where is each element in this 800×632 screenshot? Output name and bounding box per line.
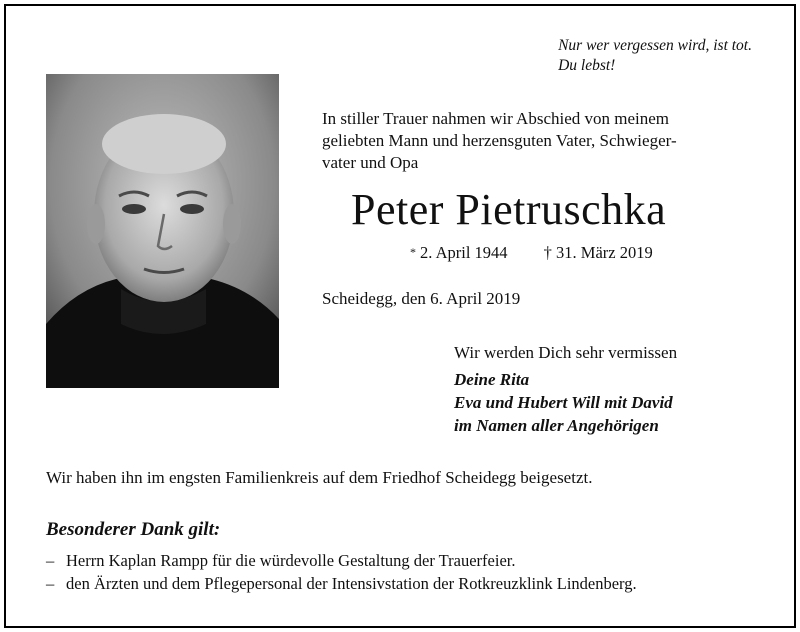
- birth-date: 2. April 1944: [420, 243, 508, 262]
- dash-bullet: –: [46, 551, 55, 570]
- thanks-item: [46, 572, 637, 595]
- portrait-image: [46, 74, 279, 388]
- portrait-photo: [46, 74, 279, 388]
- motto: [558, 36, 752, 76]
- mourner-name: im Namen aller Angehörigen: [454, 416, 659, 435]
- motto-line-1: Nur wer vergessen wird, ist tot.: [558, 37, 752, 54]
- burial-note: Wir haben ihn im engsten Familienkreis auf dem Friedhof Scheidegg beigesetzt.: [46, 468, 593, 487]
- mourners-intro: Wir werden Dich sehr vermissen: [454, 343, 678, 362]
- deceased-name: Peter Pietruschka: [351, 185, 667, 234]
- death-cross-icon: †: [543, 243, 552, 262]
- dash-bullet: –: [46, 574, 55, 593]
- death-date: 31. März 2019: [556, 243, 653, 262]
- thanks-heading: Besonderer Dank gilt:: [46, 519, 221, 540]
- thanks-item-text: Herrn Kaplan Rampp für die würdevolle Gestaltung der Trauerfeier.: [66, 551, 516, 570]
- intro-line-1: In stiller Trauer nahmen wir Abschied von meinem: [322, 109, 670, 128]
- place-date: Scheidegg, den 6. April 2019: [322, 289, 521, 308]
- intro-line-2: geliebten Mann und herzensguten Vater, Schwieger-: [322, 131, 677, 150]
- birth-star-icon: *: [410, 245, 416, 259]
- intro-text: [322, 108, 762, 174]
- thanks-item-text: den Ärzten und dem Pflegepersonal der Intensivstation der Rotkreuzklink Lindenberg.: [66, 574, 637, 593]
- thanks-item: [46, 549, 637, 572]
- intro-line-3: vater und Opa: [322, 153, 419, 172]
- mourner-name: Eva und Hubert Will mit David: [454, 393, 673, 412]
- life-dates: [410, 243, 653, 264]
- mourners-signature: [454, 368, 673, 437]
- mourner-name: Deine Rita: [454, 370, 530, 389]
- motto-line-2: Du lebst!: [558, 57, 616, 74]
- thanks-list: [46, 549, 637, 595]
